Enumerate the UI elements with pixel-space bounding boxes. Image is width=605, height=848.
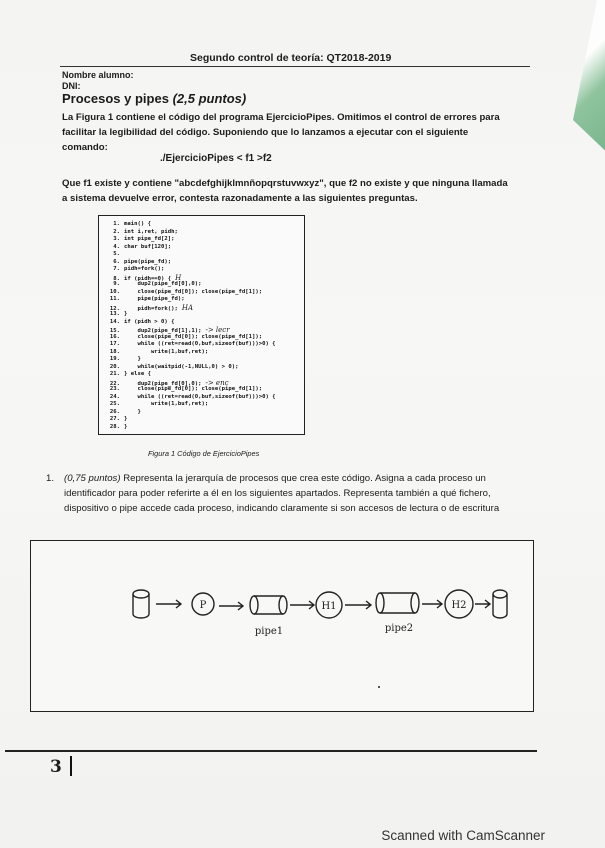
code-line-text: pipe(pipe_fd); — [124, 296, 185, 302]
code-line-number: 6. — [113, 258, 120, 265]
code-line — [102, 311, 127, 317]
code-line-number: 18. — [109, 348, 120, 355]
code-line-number: 12. — [109, 305, 120, 312]
code-line-text: pidh=fork(); — [124, 305, 178, 312]
code-line-number: 11. — [109, 296, 120, 302]
code-line-number: 21. — [109, 371, 120, 377]
code-line-text: int pipe_fd[2]; — [124, 236, 175, 242]
arrow-pipe1-to-h1 — [290, 601, 314, 609]
code-line — [102, 394, 276, 400]
bottom-divider — [5, 750, 537, 752]
page-number-bar — [70, 756, 72, 776]
code-line-text: if (pidh > 0) { — [124, 318, 175, 325]
code-line-number: 19. — [109, 356, 120, 362]
code-line-number: 2. — [113, 228, 120, 235]
code-line-number: 5. — [113, 251, 120, 257]
code-line-number: 25. — [109, 401, 120, 407]
header-divider — [60, 66, 530, 67]
code-line-text: if (pidh==0) { — [124, 275, 172, 282]
code-line-number: 10. — [109, 288, 120, 295]
section-points: (2,5 puntos) — [172, 91, 247, 106]
code-line-text: close(pipe_fd[0]); close(pipe_fd[1]); — [124, 386, 263, 392]
code-line — [102, 364, 239, 370]
question-text: Representa la jerarquía de procesos que crea este código. Asigna a cada proceso un identificador para poder referirte a él en los siguientes apartados. Representa también a qué fichero, dispositivo o pipe accede cada proceso, indicando claramente si son accesos de lectura o de escritura — [64, 473, 500, 514]
pipe2-label: pipe2 — [384, 623, 414, 634]
handwritten-annotation: -> enc — [205, 378, 229, 387]
arrow-f1-to-p — [156, 600, 181, 608]
process-p-label: P — [199, 600, 207, 611]
code-line-number: 7. — [113, 266, 120, 272]
code-line-number: 23. — [109, 386, 120, 392]
code-line-text: char buf[120]; — [124, 243, 172, 250]
code-line — [102, 221, 151, 227]
code-line-text: pidh=fork(); — [124, 266, 165, 272]
intro-paragraph — [62, 110, 512, 155]
code-line-number: 20. — [109, 363, 120, 370]
answer-box[interactable] — [30, 540, 534, 712]
code-line-text: while ((ret=read(0,buf,sizeof(buf)))>0) { — [124, 393, 276, 400]
code-line-text: } — [124, 311, 128, 317]
code-line-number: 22. — [109, 380, 120, 387]
section-title — [62, 91, 246, 106]
exam-header-title: Segundo control de teoría: QT2018-2019 — [190, 52, 392, 64]
code-listing-box — [98, 215, 305, 435]
code-line-text: while(waitpid(-1,NULL,0) > 0); — [124, 363, 239, 370]
code-line-number: 16. — [109, 333, 120, 340]
background-decoration — [555, 0, 605, 160]
code-line — [102, 289, 262, 295]
code-line — [102, 266, 164, 272]
code-line — [102, 371, 151, 377]
code-line-text: } — [124, 356, 141, 362]
arrow-h1-to-pipe2 — [345, 601, 371, 609]
code-line — [102, 341, 276, 347]
code-line — [102, 416, 127, 422]
question-body — [64, 471, 516, 516]
file-cylinder-f2 — [493, 590, 507, 618]
code-line-text: dup2(pipe_fd[0],0); — [124, 281, 202, 287]
intro-line-1: La Figura 1 contiene el código del programa EjercicioPipes. Omitimos el control de errores para — [62, 112, 500, 123]
pipe2-shape — [376, 593, 419, 613]
student-name-label: Nombre alumno: — [62, 70, 134, 80]
code-line-text: main() { — [124, 221, 151, 227]
code-line — [102, 259, 171, 265]
code-line — [102, 244, 171, 250]
code-line-text: } — [124, 408, 141, 415]
code-line-number: 9. — [113, 281, 120, 287]
code-line-text: dup2(pipe_fd[1],1); — [124, 328, 202, 334]
figure-caption: Figura 1 Código de EjercicioPipes — [148, 449, 260, 458]
code-line-number: 1. — [113, 221, 120, 227]
code-line-number: 26. — [109, 408, 120, 415]
code-line — [102, 296, 185, 302]
code-line-text: pipe(pipe_fd); — [124, 258, 172, 265]
code-line-text: } — [124, 423, 128, 430]
pen-dot — [378, 686, 380, 688]
intro-line-2: facilitar la legibilidad del código. Suponiendo que lo lanzamos a ejecutar con el siguiente comando: — [62, 127, 469, 153]
code-line — [102, 401, 208, 407]
handwritten-annotation: -> lecr — [205, 326, 230, 334]
code-line — [102, 229, 178, 235]
code-line-text: } — [124, 416, 128, 422]
code-line-number: 27. — [109, 416, 120, 422]
process-h2-label: H2 — [451, 600, 467, 611]
arrow-p-to-pipe1 — [219, 602, 243, 610]
process-hierarchy-diagram — [31, 541, 533, 711]
command-line: ./EjercicioPipes < f1 >f2 — [160, 153, 272, 164]
pipe1-shape — [250, 596, 287, 614]
code-line-text: close(pipe_fd[0]); close(pipe_fd[1]); — [124, 288, 263, 295]
code-line-number: 24. — [109, 393, 120, 400]
code-line — [102, 356, 141, 362]
code-line-number: 28. — [109, 423, 120, 430]
dni-label: DNI: — [62, 81, 81, 91]
section-title-text: Procesos y pipes — [62, 91, 169, 106]
page-number — [50, 756, 72, 777]
code-line-number: 17. — [109, 341, 120, 347]
code-line — [102, 424, 127, 430]
code-line-text: write(1,buf,ret); — [124, 401, 209, 407]
code-line — [102, 251, 124, 257]
question-points: (0,75 puntos) — [64, 473, 121, 484]
pipe1-label: pipe1 — [254, 626, 284, 637]
code-line — [102, 409, 141, 415]
code-line-number: 13. — [109, 311, 120, 317]
context-paragraph — [62, 176, 512, 206]
code-line-number: 14. — [109, 318, 120, 325]
code-line-text: dup2(pipe_fd[0],0); — [124, 380, 202, 387]
code-line-text: while ((ret=read(0,buf,sizeof(buf)))>0) { — [124, 341, 276, 347]
code-line-text: int i,ret, pidh; — [124, 228, 178, 235]
question-number: 1. — [46, 473, 55, 484]
arrow-pipe2-to-h2 — [422, 600, 442, 608]
process-h1-label: H1 — [321, 601, 337, 612]
code-line — [102, 319, 175, 325]
code-line — [102, 334, 262, 340]
code-line — [102, 281, 201, 287]
code-line — [102, 236, 175, 242]
code-line-text: close(pipe_fd[0]); close(pipe_fd[1]); — [124, 333, 263, 340]
code-line-number: 4. — [113, 243, 120, 250]
code-line — [102, 386, 262, 392]
code-line-number: 8. — [113, 275, 120, 282]
arrow-h2-to-f2 — [475, 600, 490, 608]
code-line-text: write(1,buf,ret); — [124, 348, 209, 355]
page-number-value: 3 — [50, 757, 62, 777]
code-line-number: 3. — [113, 236, 120, 242]
handwritten-annotation: H — [175, 273, 182, 282]
handwritten-annotation: HA — [181, 303, 194, 312]
context-line-1: Que f1 existe y contiene "abcdefghijklmnñopqrstuvwxyz", que f2 no existe y que ninguna llamada — [62, 178, 508, 189]
code-line-text: } else { — [124, 371, 151, 377]
scanner-watermark: Scanned with CamScanner — [381, 828, 545, 843]
code-line-number: 15. — [109, 328, 120, 334]
file-cylinder-f1 — [133, 590, 149, 618]
code-line — [102, 349, 208, 355]
context-line-2: a sistema devuelve error, contesta razonadamente a las siguientes preguntas. — [62, 193, 418, 204]
